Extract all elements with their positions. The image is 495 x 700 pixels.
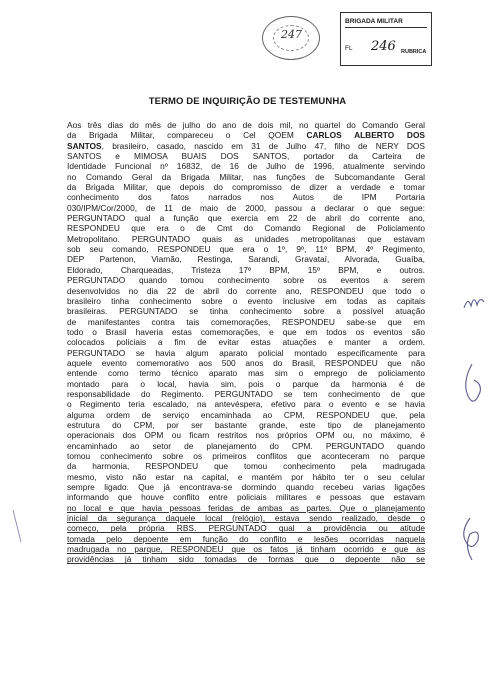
- text-line: Eldorado, Charqueadas, Tristeza 17º BPM, 15º BPM, e outros.: [67, 264, 425, 275]
- text-line: desenvolvidos no dia 22 de abril do corrente ano, RESPONDEU que todo o: [67, 285, 425, 296]
- testimony-body: [67, 120, 425, 565]
- text-line: no local e que havia pessoas feridas de ambas as partes. Que o planejamento: [67, 502, 425, 513]
- text-line: responsabilidade do Regimento. PERGUNTADO se tem conhecimento de que: [67, 388, 425, 399]
- text-line: da Brigada Militar, compareceu o Cel QOEM CARLOS ALBERTO DOS: [67, 130, 425, 141]
- text-line: brasileiras. PERGUNTADO se tinha conhecimento sobre a possível atuação: [67, 306, 425, 317]
- text-line: 030/IPM/Cor/2000, de 11 de maio de 2000, passou a declarar o que segue:: [67, 202, 425, 213]
- text-line: providências já tinham sido tomadas de formas que o depoente não se: [67, 554, 425, 565]
- stamp-org: BRIGADA MILITAR: [345, 18, 427, 28]
- seal-handwritten-number: 247: [281, 28, 302, 41]
- text-line: começo, pela própria RBS. PERGUNTADO qual a providência ou atitude: [67, 523, 425, 534]
- document-title: TERMO DE INQUIRIÇÃO DE TESTEMUNHA: [148, 96, 347, 107]
- margin-initials-mark-3: [458, 516, 482, 562]
- text-line: conhecimento dos fatos narrados nos Autos de IPM Portaria: [67, 192, 425, 203]
- text-line: Metropolitano. PERGUNTADO quais as unidades metropolitanas que estavam: [67, 233, 425, 244]
- stamp-rubrica-label: RUBRICA: [401, 49, 427, 55]
- text-line: da harmonia, RESPONDEU que tomou conhecimento pela madrugada: [67, 461, 425, 472]
- text-line: alguma ordem de serviço encaminhada ao CPM, RESPONDEU que, pela: [67, 409, 425, 420]
- stamp-fl-label: FL: [345, 45, 353, 52]
- text-line: PERGUNTADO qual a função que exercia em 22 de abril do corrente ano,: [67, 213, 425, 224]
- text-line: no Comando Geral da Brigada Militar, nas funções de Subcomandante Geral: [67, 171, 425, 182]
- page-number-stamp: [340, 12, 432, 66]
- text-line: aquele evento comemorativo aos 500 anos do Brasil, RESPONDEU que não: [67, 357, 425, 368]
- margin-initials-mark-1: [462, 288, 488, 314]
- text-line: RESPONDEU que era o de Cmt do Comando Regional de Policiamento: [67, 223, 425, 234]
- text-line: colocados policiais a fim de evitar estas atuações e manter a ordem.: [67, 337, 425, 348]
- text-line: entende como termo técnico aparato mas sim o emprego de policiamento: [67, 368, 425, 379]
- text-line: mesmo, visto não estar na capital, e mantém por hábito ter o seu celular: [67, 471, 425, 482]
- stamp-fl-value: 246: [371, 39, 396, 54]
- text-line: Identidade Funcional nº 16832, de 16 de Julho de 1996, atualmente servindo: [67, 161, 425, 172]
- text-line: PERGUNTADO quando tomou conhecimento sobre os eventos a serem: [67, 275, 425, 286]
- text-line: todo o Brasil haveria estas comemorações, e que em todos os eventos são: [67, 326, 425, 337]
- margin-initials-mark-2: [458, 362, 486, 410]
- text-line: sob seu comando, RESPONDEU que era o 1º, 9º, 11º BPM, 4º Regimento,: [67, 244, 425, 255]
- text-line: de manifestantes contra tais comemorações, RESPONDEU sabe-se que em: [67, 316, 425, 327]
- text-line: tomada pelo depoente em função do conflito e lesões ocorridas naquela: [67, 533, 425, 544]
- text-line: Aos três dias do mês de julho do ano de dois mil, no quartel do Comando Geral: [67, 120, 425, 130]
- text-line: da Brigada Militar, que depois do compromisso de dizer a verdade e tomar: [67, 182, 425, 193]
- text-line: madrugada no parque, RESPONDEU que os fatos já tinham ocorrido e que as: [67, 544, 425, 555]
- text-line: inicial da segurança daquele local (relógio), estava sendo realizado, desde o: [67, 513, 425, 524]
- text-line: tomou conhecimento sobre os primeiros conflitos que aconteceram no parque: [67, 451, 425, 461]
- text-line: informando que houve conflito entre policiais militares e pessoas que estavam: [67, 492, 425, 503]
- text-line: encaminhado ao setor de planejamento do CPM. PERGUNTADO quando: [67, 440, 425, 451]
- text-line: SANTOS e MIMOSA BUAIS DOS SANTOS, portador da Carteira de: [67, 151, 425, 162]
- left-margin-pen-mark: [10, 508, 24, 544]
- text-line: operacionais dos OPM ou ficam restritos nos próprios OPM ou, no máximo, é: [67, 430, 425, 441]
- text-line: SANTOS, brasileiro, casado, nascido em 31 de Julho 47, filho de NERY DOS: [67, 140, 425, 151]
- text-line: sempre ligado. Que já encontrava-se dormindo quando recebeu varias ligações: [67, 482, 425, 493]
- text-line: brasileiro tinha conhecimento sobre o evento inclusive em todas as capitais: [67, 295, 425, 306]
- text-line: PERGUNTADO se havia algum aparato policial montado especificamente para: [67, 347, 425, 358]
- text-line: o Regimento teria escalado, na antevéspera, efetivo para o evento e se havia: [67, 399, 425, 410]
- text-line: estrutura do CPM, por ser bastante grande, este tipo de planejamento: [67, 419, 425, 430]
- text-line: DEP Partenon, Viamão, Restinga, Sarandi, Gravataí, Alvorada, Guaíba,: [67, 254, 425, 265]
- official-seal: [262, 16, 320, 60]
- text-line: montado para o local, havia sim, pois o parque da harmonia é de: [67, 378, 425, 389]
